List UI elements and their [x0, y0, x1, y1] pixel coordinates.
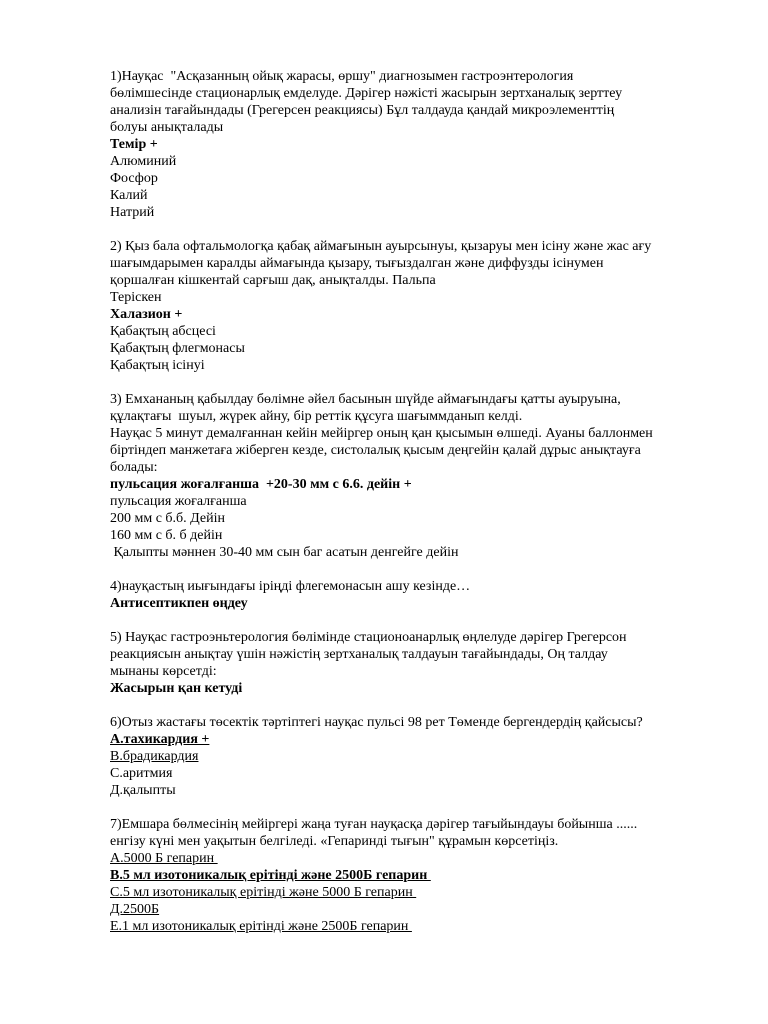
answer-option: А.5000 Б гепарин: [110, 851, 218, 866]
question-block: [110, 391, 725, 561]
question-text-line: енгізу күні мен уақытын белгіледі. «Гепаринді тығын" құрамын көрсетіңіз.: [110, 834, 559, 849]
question-text-line: құлақтағы шуыл, жүрек айну, бір реттік құсуга шағыммданып келді.: [110, 409, 523, 424]
question-block: [110, 714, 725, 799]
question-text-line: біртіндеп манжетаға жіберген кезде, систолалық қысым деңгейін қалай дұрыс анықтауға: [110, 443, 641, 458]
question-text-line: 2) Қыз бала офтальмологқа қабақ аймағынын ауырсынуы, қызаруы мен ісіну және жас ағу: [110, 239, 652, 254]
answer-option: 200 мм с б.б. Дейін: [110, 511, 225, 526]
answer-option: В.брадикардия: [110, 749, 199, 764]
answer-option: Қалыпты мәннен 30-40 мм сын баг асатын денгейге дейін: [110, 545, 459, 560]
question-block: [110, 578, 725, 612]
question-text-line: қоршалған кішкентай сарғыш дақ, анықталды. Пальпа: [110, 273, 436, 288]
question-text-line: 4)науқастың иығындағы іріңді флегемонасын ашу кезінде…: [110, 579, 471, 594]
question-text-line: мынаны көрсетді:: [110, 664, 217, 679]
answer-option: Қабақтың ісінуі: [110, 358, 205, 373]
answer-option: Д.2500Б: [110, 902, 160, 917]
question-text-line: 7)Емшара бөлмесінің мейіргері жаңа туған науқасқа дәрігер тағыйындауы бойынша ......: [110, 817, 638, 832]
question-text-line: 3) Емхананың қабылдау бөлімне әйел басынын шүйде аймағындағы қатты ауыруына,: [110, 392, 621, 407]
answer-option: Теріскен: [110, 290, 162, 305]
answer-option: Фосфор: [110, 171, 158, 186]
question-text-line: Науқас 5 минут демалғаннан кейін мейіргер оның қан қысымын өлшеді. Ауаны баллонмен: [110, 426, 653, 441]
answer-option: С.аритмия: [110, 766, 173, 781]
question-text-line: болады:: [110, 460, 158, 475]
answer-option: Алюминий: [110, 154, 177, 169]
document-body: [110, 68, 725, 952]
correct-answer-option: Халазион +: [110, 307, 183, 322]
question-text-line: бөлімшесінде стационарлық емделуде. Дәрігер нәжісті жасырын зертханалық зерттеу: [110, 86, 623, 101]
correct-answer-option: пульсация жоғалғанша +20-30 мм с 6.6. дейін +: [110, 477, 412, 492]
answer-option: Натрий: [110, 205, 155, 220]
correct-answer-option: Жасырын қан кетуді: [110, 681, 243, 696]
answer-option: 160 мм с б. б дейін: [110, 528, 223, 543]
question-text-line: 5) Науқас гастроэньтерология бөлімінде стационоанарлық өңлелуде дәрігер Грегерсон: [110, 630, 627, 645]
question-block: [110, 68, 725, 221]
question-block: [110, 629, 725, 697]
answer-option: Қабақтың абсцесі: [110, 324, 216, 339]
correct-answer-option: Темір +: [110, 137, 158, 152]
correct-answer-option: А.тахикардия +: [110, 732, 210, 747]
question-text-line: шағымдарымен каралды аймағында қызару, тығыздалган және диффузды ісінумен: [110, 256, 604, 271]
question-block: [110, 816, 725, 935]
question-text-line: болуы анықталады: [110, 120, 224, 135]
answer-option: С.5 мл изотоникалық ерітінді және 5000 Б гепарин: [110, 885, 417, 900]
answer-option: Калий: [110, 188, 148, 203]
question-text-line: анализін тағайындады (Грегерсен реакциясы) Бұл талдауда қандай микроэлементтің: [110, 103, 615, 118]
question-text-line: 6)Отыз жастағы төсектік тәртіптегі науқас пульсі 98 рет Төменде бергендердің қайсысы?: [110, 715, 643, 730]
question-text-line: 1)Науқас "Асқазанның ойық жарасы, өршу" диагнозымен гастроэнтерология: [110, 69, 574, 84]
correct-answer-option: Антисептикпен өңдеу: [110, 596, 248, 611]
correct-answer-option: В.5 мл изотоникалық ерітінді және 2500Б гепарин: [110, 868, 431, 883]
question-block: [110, 238, 725, 374]
answer-option: Е.1 мл изотоникалық ерітінді және 2500Б гепарин: [110, 919, 412, 934]
answer-option: Д.қалыпты: [110, 783, 176, 798]
answer-option: Қабақтың флегмонасы: [110, 341, 245, 356]
question-text-line: реакциясын анықтау үшін нәжістің зертханалық талдауын тағайындады, Оң талдау: [110, 647, 608, 662]
answer-option: пульсация жоғалғанша: [110, 494, 247, 509]
